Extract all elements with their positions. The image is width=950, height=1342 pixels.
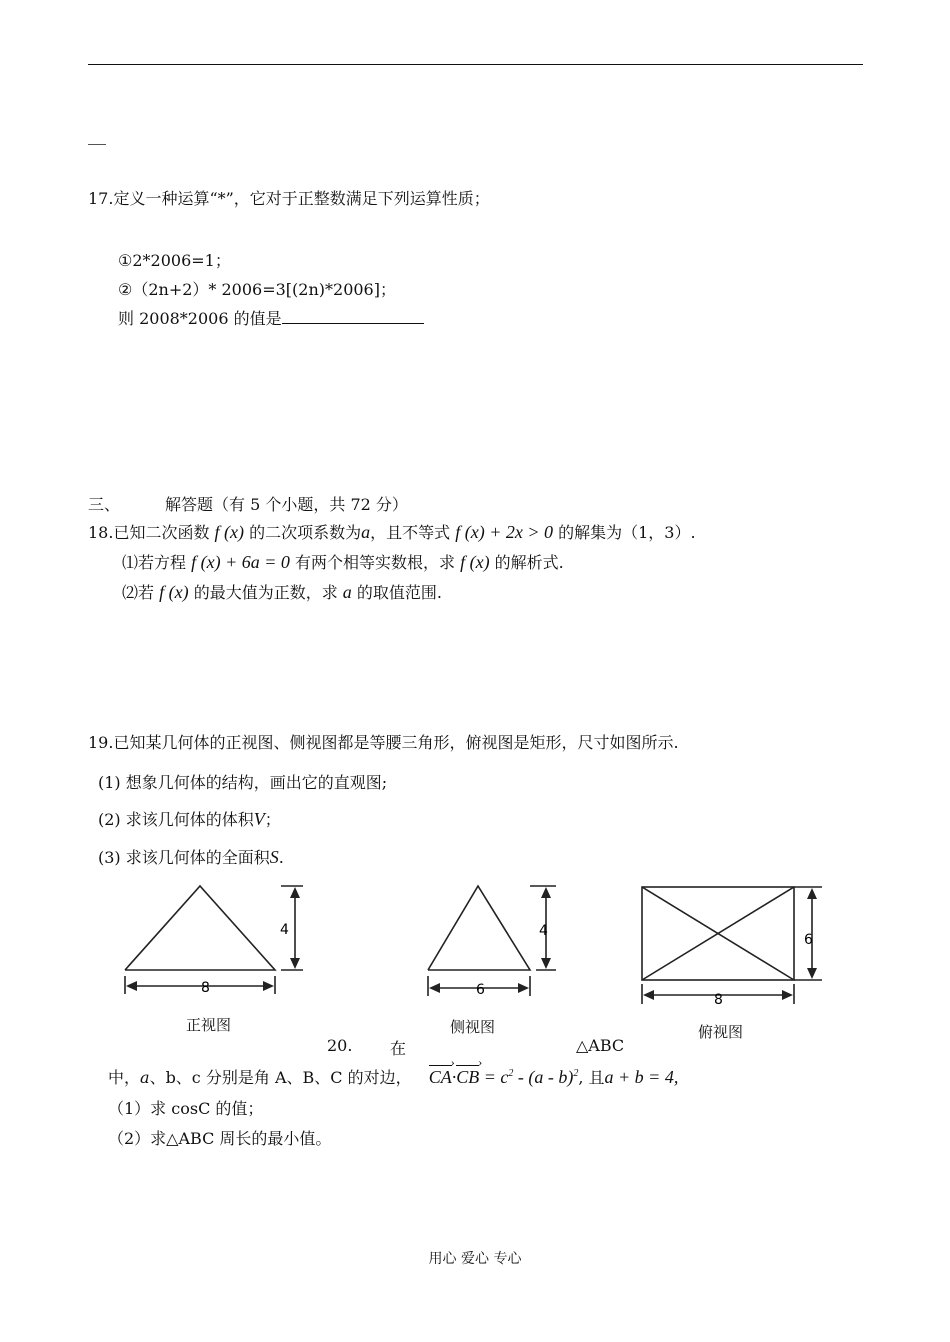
q20-text-2: 、b、c 分别是角 A、B、C 的对边，: [149, 1068, 412, 1087]
q18-p2-fx: f (x): [159, 582, 189, 602]
top-rule: [88, 64, 863, 65]
q17-question: [118, 306, 424, 329]
top-height-label: 6: [804, 932, 813, 948]
top-view-caption: 俯视图: [698, 1023, 744, 1041]
q17-property-1: ①2*2006=1；: [118, 251, 231, 270]
top-width-label: 8: [714, 992, 723, 1008]
q18-p2-text-c: 的取值范围.: [356, 583, 442, 602]
side-width-arrow-right: [518, 983, 529, 993]
q18-p1-text-b: 有两个相等实数根，求: [294, 553, 455, 572]
front-width-arrow-left: [126, 981, 137, 991]
q20-text-1: 中，: [108, 1068, 141, 1087]
front-height-arrow-up: [290, 887, 300, 898]
vector-ca: CA ›: [429, 1067, 452, 1088]
q18-stem: [88, 520, 696, 543]
q19-part-1: (1) 想象几何体的结构，画出它的直观图;: [98, 773, 388, 792]
q17-stem: 17.定义一种运算“*”，它对于正整数满足下列运算性质；: [88, 189, 490, 208]
front-view-caption: 正视图: [186, 1016, 232, 1034]
q18-p2-text-a: ⑵若: [122, 583, 155, 602]
front-view-figure: [115, 878, 315, 1008]
q19-p2-text: (2) 求该几何体的体积: [98, 810, 254, 829]
q17-question-text: 则 2008*2006 的值是: [118, 309, 282, 328]
q18-text-1: 18.已知二次函数: [88, 523, 210, 542]
top-width-arrow-left: [643, 990, 654, 1000]
q19-p2-end: ；: [264, 810, 281, 829]
q20-eq-4: a + b = 4,: [604, 1067, 679, 1087]
page-footer: 用心 爱心 专心: [428, 1251, 522, 1267]
side-view-figure: [420, 878, 580, 1008]
q20-zai: 在: [390, 1039, 407, 1058]
q20-triangle: △ABC: [576, 1036, 625, 1055]
q18-text-4: 的解集为（1，3）.: [558, 523, 696, 542]
q18-part-1: [122, 550, 564, 573]
q18-a: a: [361, 522, 371, 542]
q20-eq-2: - (a - b): [513, 1067, 574, 1087]
q20-vector-expression: CA ›·CB › = $c^2 - (a - b)^2$: [429, 1067, 579, 1087]
side-view-caption: 侧视图: [450, 1018, 496, 1036]
answer-blank[interactable]: [282, 309, 424, 324]
q20-stem: [108, 1065, 678, 1088]
q19-stem: 19.已知某几何体的正视图、侧视图都是等腰三角形，俯视图是矩形，尺寸如图所示.: [88, 733, 679, 752]
q19-part-3: [98, 845, 284, 868]
top-height-arrow-down: [807, 968, 817, 979]
front-height-label: 4: [280, 922, 289, 938]
q20-part-1: （1）求 cosC 的值；: [108, 1099, 264, 1118]
q18-fx: f (x): [214, 522, 245, 542]
small-dash: [88, 144, 106, 145]
q18-p1-equation: f (x) + 6a = 0: [191, 552, 290, 572]
q20-eq-1: = c: [483, 1067, 509, 1087]
q18-text-3: ，且不等式: [370, 523, 451, 542]
front-view-triangle: [125, 886, 275, 970]
side-width-label: 6: [476, 982, 485, 998]
front-height-arrow-down: [290, 958, 300, 969]
q19-p3-end: .: [278, 848, 284, 867]
q18-p2-a: a: [342, 582, 352, 602]
q19-part-2: [98, 807, 281, 830]
q18-p2-text-b: 的最大值为正数，求: [193, 583, 338, 602]
front-width-label: 8: [201, 980, 210, 996]
q19-volume-symbol: V: [253, 809, 265, 829]
q17-property-2: ②（2n+2）* 2006=3[(2n)*2006]；: [118, 280, 396, 299]
side-view-triangle: [428, 886, 530, 970]
section-number: 三、: [88, 495, 121, 514]
q18-part-2: [122, 580, 442, 603]
side-width-arrow-left: [429, 983, 440, 993]
top-width-arrow-right: [782, 990, 793, 1000]
top-view-figure: [634, 878, 834, 1008]
side-height-arrow-up: [541, 887, 551, 898]
q20-a: a: [140, 1068, 150, 1087]
q18-p1-text-a: ⑴若方程: [122, 553, 187, 572]
q18-p1-text-c: 的解析式.: [494, 553, 564, 572]
side-height-label: 4: [539, 923, 548, 939]
q20-eq-3: , 且: [578, 1068, 605, 1087]
q20-number: 20.: [327, 1036, 353, 1055]
q19-area-symbol: S: [269, 847, 279, 867]
q18-inequality: f (x) + 2x > 0: [455, 522, 554, 542]
section-title: 解答题（有 5 个小题，共 72 分）: [165, 495, 408, 514]
q18-text-2: 的二次项系数为: [249, 523, 362, 542]
q19-p3-text: (3) 求该几何体的全面积: [98, 848, 270, 867]
vector-cb: CB ›: [456, 1067, 479, 1088]
q18-p1-fx: f (x): [460, 552, 490, 572]
q20-part-2: （2）求△ABC 周长的最小值。: [108, 1129, 332, 1148]
top-height-arrow-up: [807, 888, 817, 899]
side-height-arrow-down: [541, 958, 551, 969]
front-width-arrow-right: [263, 981, 274, 991]
